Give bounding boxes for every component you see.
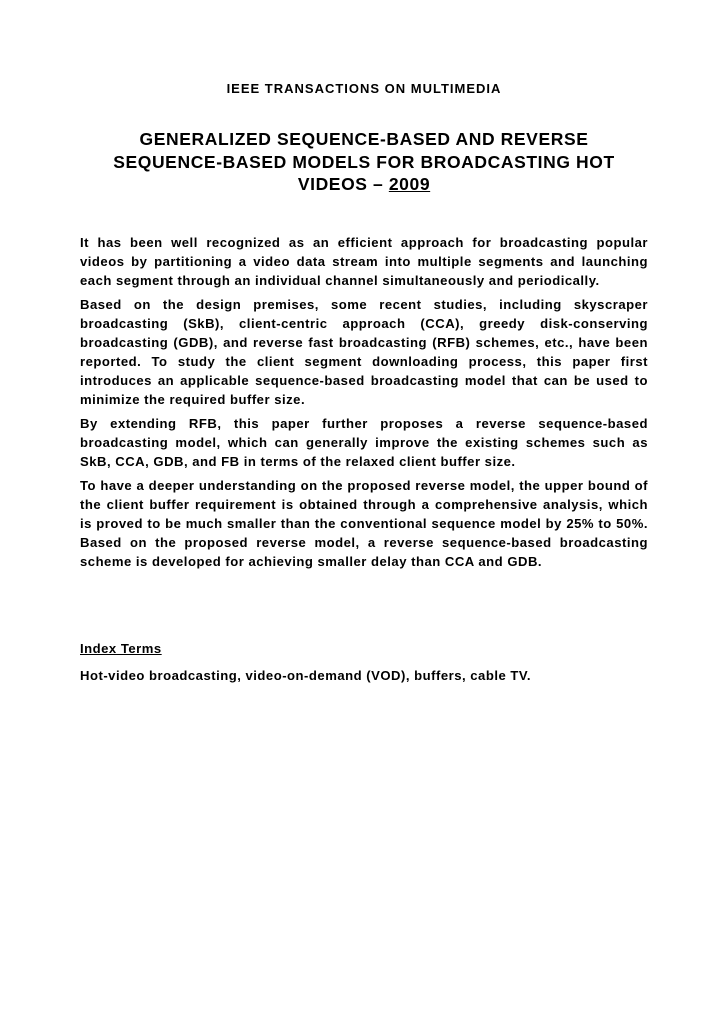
abstract-paragraph-1: It has been well recognized as an efficient approach for broadcasting popular videos by partitioning a video data stream into multiple segments and launching each segment through an individual channel simultaneously and periodically.	[80, 235, 648, 288]
paper-title	[92, 128, 636, 196]
abstract-paragraph-2: Based on the design premises, some recent studies, including skyscraper broadcasting (SkB), client-centric approach (CCA), greedy disk-conserving broadcasting (GDB), and reverse fast broadcasting (RFB) schemes, etc., have been reported. To study the client segment downloading process, this paper first introduces an applicable sequence-based broadcasting model that can be used to minimize the required buffer size.	[80, 297, 648, 407]
abstract-paragraph-4: To have a deeper understanding on the proposed reverse model, the upper bound of the client buffer requirement is obtained through a comprehensive analysis, which is proved to be much smaller than the conventional sequence model by 25% to 50%. Based on the proposed reverse model, a reverse sequence-based broadcasting scheme is developed for achieving smaller delay than CCA and GDB.	[80, 478, 648, 569]
journal-header: IEEE TRANSACTIONS ON MULTIMEDIA	[226, 81, 502, 96]
index-terms-text: Hot-video broadcasting, video-on-demand (VOD), buffers, cable TV.	[80, 668, 532, 683]
abstract	[80, 233, 648, 576]
index-terms-heading: Index Terms	[80, 641, 162, 656]
paper-title-text: GENERALIZED SEQUENCE-BASED AND REVERSE SEQUENCE-BASED MODELS FOR BROADCASTING HOT VIDEOS –	[113, 129, 615, 194]
paper-year: 2009	[388, 174, 431, 194]
abstract-paragraph-3: By extending RFB, this paper further proposes a reverse sequence-based broadcasting model, which can generally improve the existing schemes such as SkB, CCA, GDB, and FB in terms of the relaxed client buffer size.	[80, 416, 648, 469]
